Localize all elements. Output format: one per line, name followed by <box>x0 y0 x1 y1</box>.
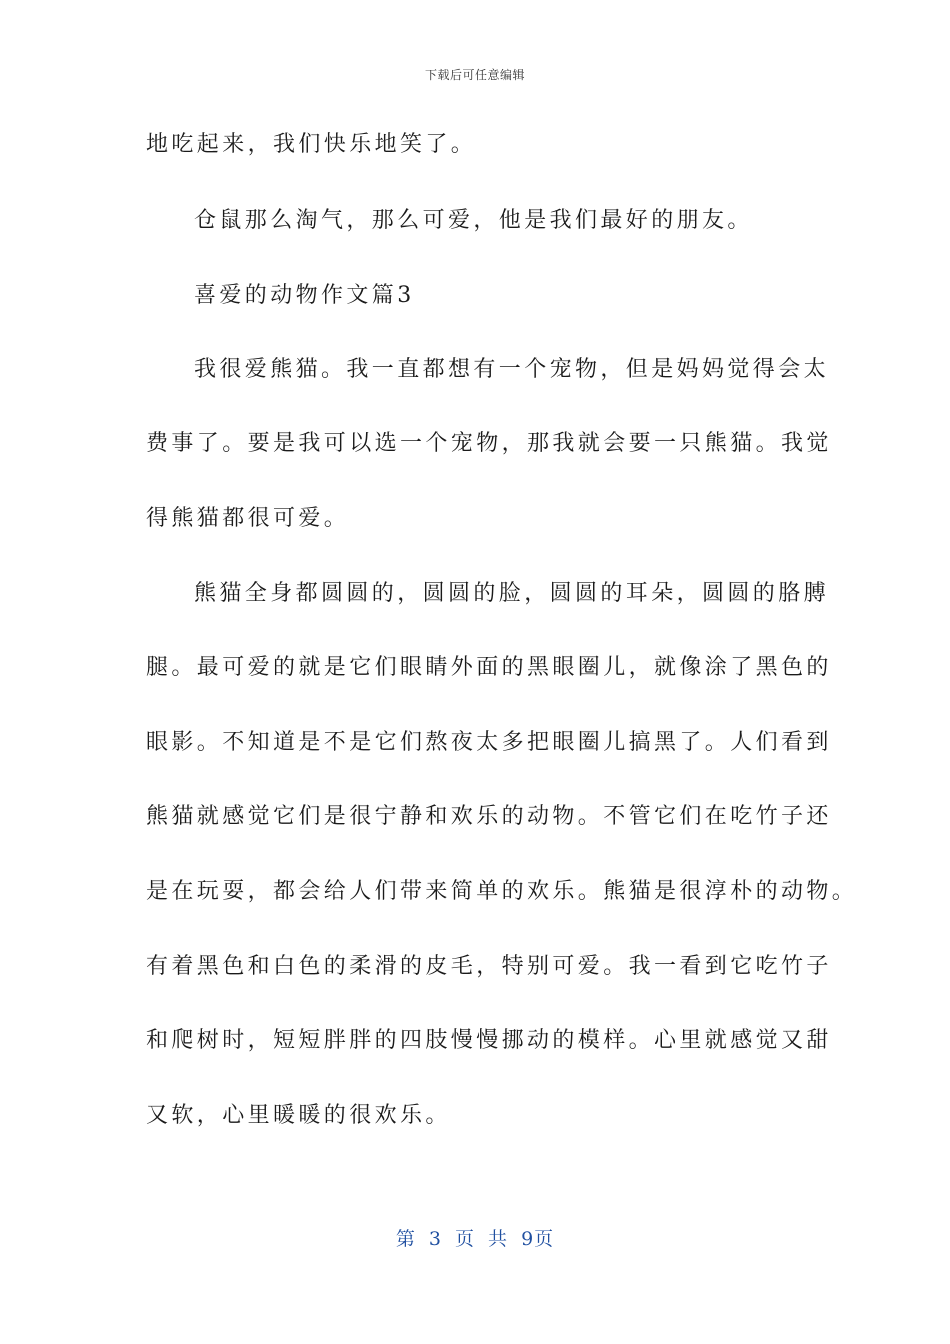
text-line: 眼影。不知道是不是它们熬夜太多把眼圈儿搞黑了。人们看到 <box>146 730 832 755</box>
page-number-footer: 第 3 页 共 9页 <box>395 1228 555 1250</box>
section-heading: 喜爱的动物作文篇3 <box>194 283 415 308</box>
text-line: 又软，心里暖暖的很欢乐。 <box>146 1103 451 1128</box>
text-line: 仓鼠那么淘气，那么可爱，他是我们最好的朋友。 <box>194 208 753 233</box>
text-line: 腿。最可爱的就是它们眼睛外面的黑眼圈儿，就像涂了黑色的 <box>146 655 832 680</box>
text-line: 有着黑色和白色的柔滑的皮毛，特别可爱。我一看到它吃竹子 <box>146 954 832 979</box>
text-line: 费事了。要是我可以选一个宠物，那我就会要一只熊猫。我觉 <box>146 431 832 456</box>
text-line: 熊猫全身都圆圆的，圆圆的脸，圆圆的耳朵，圆圆的胳膊 <box>194 581 830 606</box>
text-line: 熊猫就感觉它们是很宁静和欢乐的动物。不管它们在吃竹子还 <box>146 804 832 829</box>
text-line: 和爬树时，短短胖胖的四肢慢慢挪动的模样。心里就感觉又甜 <box>146 1028 832 1053</box>
text-line: 是在玩耍，都会给人们带来简单的欢乐。熊猫是很淳朴的动物。 <box>146 879 858 904</box>
text-line: 我很爱熊猫。我一直都想有一个宠物，但是妈妈觉得会太 <box>194 357 830 382</box>
text-line: 得熊猫都很可爱。 <box>146 506 350 531</box>
page-header: 下载后可任意编辑 <box>424 68 525 82</box>
text-line: 地吃起来，我们快乐地笑了。 <box>146 132 477 157</box>
